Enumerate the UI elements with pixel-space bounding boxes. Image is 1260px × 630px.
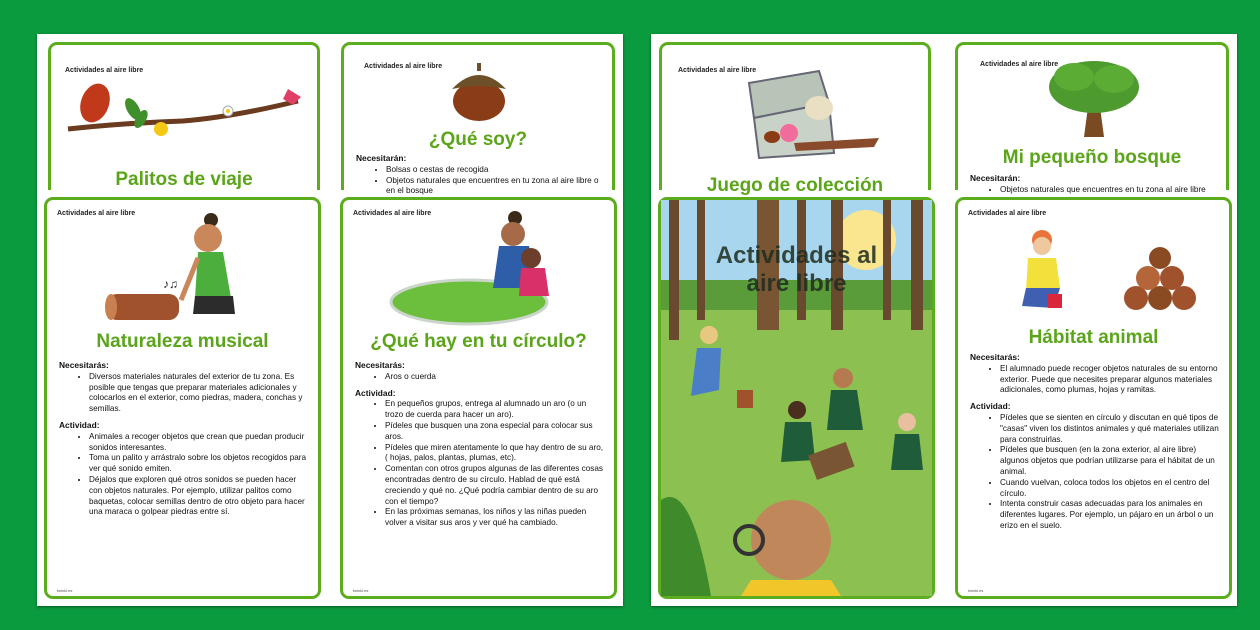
need-heading: Necesitarás:: [970, 352, 1020, 362]
list-item: • Aros o cuerda: [385, 372, 604, 383]
card-title: Naturaleza musical: [96, 331, 269, 352]
child-and-logs-illustration: [1004, 228, 1204, 318]
card-que-hay-en-tu-circulo: [340, 197, 617, 599]
card-palitos-de-viaje: [48, 42, 320, 190]
card-cover: [658, 197, 935, 599]
card-body: [356, 153, 602, 202]
list-item: • Cuando vuelvan, coloca todos los objetos en el centro del círculo.: [1000, 478, 1219, 500]
list-item: • Comentan con otros grupos algunas de las diferentes cosas encontradas dentro de su círculo. Hablad de qué está creciendo y qué no. ¿Qué podría cambiar dentro de su aro con el tiempo?: [385, 464, 604, 507]
list-item: • Toma un palito y arrástralo sobre los objetos recogidos para ver qué sonido emiten.: [89, 453, 308, 475]
card-title: ¿Qué soy?: [428, 129, 528, 150]
activity-heading: Actividad:: [59, 419, 100, 430]
activity-heading: Actividad:: [970, 401, 1011, 412]
need-list: [356, 165, 602, 197]
list-item: • Pídeles que busquen una zona especial para colocar sus aros.: [385, 421, 604, 443]
list-item: • Bolsas o cestas de recogida: [386, 165, 602, 176]
card-mi-pequeno-bosque: [955, 42, 1229, 194]
card-header: Actividades al aire libre: [57, 210, 136, 217]
card-title: Juego de colección: [706, 175, 884, 196]
need-list: [970, 364, 1219, 396]
need-heading: Necesitarán:: [970, 173, 1021, 183]
need-heading: Necesitarán:: [356, 153, 407, 163]
card-footer: twinkl.es: [57, 588, 73, 593]
card-header: Actividades al aire libre: [678, 67, 757, 74]
card-title: Palitos de viaje: [115, 169, 253, 190]
list-item: • Pídeles que se sienten en círculo y discutan en qué tipos de "casas" viven los distintos animales y qué materiales utilizan para construirlas.: [1000, 413, 1219, 445]
child-drumming-illustration: [103, 208, 253, 328]
list-item: • Objetos naturales que encuentres en tu zona al aire libre o en el bosque: [386, 176, 602, 198]
list-item: • Intenta construir casas adecuadas para los animales en diferentes lugares. Por ejemplo, un pájaro en un árbol o un erizo en el suelo.: [1000, 499, 1219, 531]
card-naturaleza-musical: [44, 197, 321, 599]
list-item: • Pídeles que busquen (en la zona exterior, al aire libre) algunos objetos que podrían utilizarse para el hábitat de un animal.: [1000, 445, 1219, 477]
activity-list: [355, 399, 604, 529]
card-body: [59, 360, 308, 523]
card-header: Actividades al aire libre: [968, 210, 1047, 217]
list-item: • Diversos materiales naturales del exterior de tu zona. Es posible que tengas que preparar materiales adicionales y colocarlos en el exterior, como piedras, madera, conchas y semillas.: [89, 372, 308, 415]
card-habitat-animal: [955, 197, 1232, 599]
activity-list: [59, 432, 308, 518]
list-item: • Animales a recoger objetos que crean que puedan producir sonidos interesantes.: [89, 432, 308, 454]
list-item: • En las próximas semanas, los niños y las niñas pueden volver a visitar sus aros y ver qué ha cambiado.: [385, 507, 604, 529]
card-title: Mi pequeño bosque: [1002, 147, 1182, 168]
card-juego-de-coleccion: [659, 42, 931, 196]
list-item: • Pídeles que miren atentamente lo que hay dentro de su aro, ( hojas, palos, plantas, plumas, etc).: [385, 443, 604, 465]
egg-box-illustration: [734, 63, 884, 163]
need-heading: Necesitarás:: [59, 360, 109, 370]
list-item: • En pequeños grupos, entrega al alumnado un aro (o un trozo de cuerda para hacer un aro).: [385, 399, 604, 421]
card-header: Actividades al aire libre: [65, 67, 144, 74]
card-title: Hábitat animal: [1028, 327, 1159, 348]
need-list: [59, 372, 308, 415]
card-footer: twinkl.es: [968, 588, 984, 593]
card-que-soy: [341, 42, 615, 196]
need-list: [970, 185, 1216, 196]
list-item: • Déjalos que exploren qué otros sonidos se pueden hacer con objetos naturales. Por ejemplo, utilizar palitos como baquetas, colocar semillas dentro de otro objeto para hacer una maraca o golpear piedras entre sí.: [89, 475, 308, 518]
acorn-icon: [444, 63, 514, 123]
branch-illustration: [63, 81, 303, 141]
card-body: [970, 352, 1219, 537]
list-item: • Objetos naturales que encuentres en tu zona al aire libre: [1000, 185, 1216, 196]
cover-title: Actividades al aire libre: [715, 242, 878, 297]
need-list: [355, 372, 604, 383]
card-header: Actividades al aire libre: [353, 210, 432, 217]
need-heading: Necesitarás:: [355, 360, 405, 370]
svg-text:♪♫: ♪♫: [163, 277, 178, 291]
card-title: ¿Qué hay en tu círculo?: [370, 331, 587, 352]
children-in-circle-illustration: [389, 206, 569, 326]
card-header: Actividades al aire libre: [980, 61, 1059, 68]
card-header: Actividades al aire libre: [364, 63, 443, 70]
activity-heading: Actividad:: [355, 387, 396, 398]
list-item: • El alumnado puede recoger objetos naturales de su entorno exterior. Puede que necesites preparar algunos materiales adicionales, como plumas, hojas y ramitas.: [1000, 364, 1219, 396]
card-body: [355, 360, 604, 534]
tree-icon: [1044, 57, 1144, 141]
activity-list: [970, 413, 1219, 532]
card-footer: twinkl.es: [353, 588, 369, 593]
